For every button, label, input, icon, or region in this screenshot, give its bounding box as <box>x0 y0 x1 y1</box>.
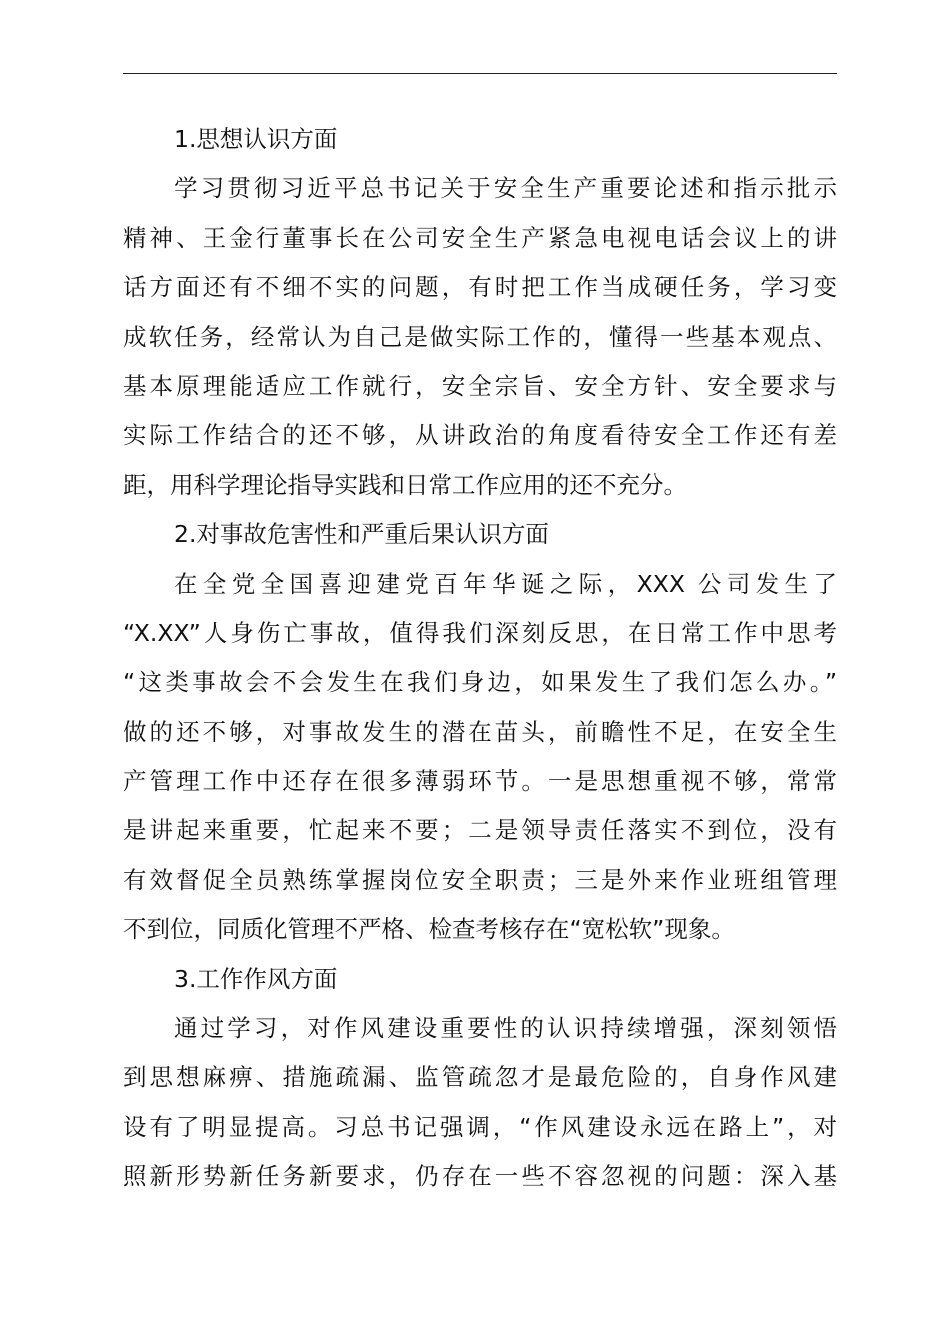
paragraph-line: “X.XX”人身伤亡事故，值得我们深刻反思，在日常工作中思考 <box>123 618 837 647</box>
paragraph-line: 话方面还有不细不实的问题，有时把工作当成硬任务，学习变 <box>123 273 837 302</box>
paragraph-line-last: 不到位，同质化管理不严格、检查考核存在“宽松软”现象。 <box>123 915 735 944</box>
paragraph-line: 基本原理能适应工作就行，安全宗旨、安全方针、安全要求与 <box>123 371 837 400</box>
section-heading-3: 3.工作作风方面 <box>174 964 338 993</box>
paragraph-line: 到思想麻痹、措施疏漏、监管疏忽才是最危险的，自身作风建 <box>123 1063 837 1092</box>
paragraph-line: 做的还不够，对事故发生的潜在苗头，前瞻性不足，在安全生 <box>123 717 837 746</box>
paragraph-line-last: 距，用科学理论指导实践和日常工作应用的还不充分。 <box>123 470 687 499</box>
paragraph-line: 通过学习，对作风建设重要性的认识持续增强，深刻领悟 <box>174 1014 837 1043</box>
paragraph-line: 精神、王金行董事长在公司安全生产紧急电视电话会议上的讲 <box>123 223 837 252</box>
section-heading-2: 2.对事故危害性和严重后果认识方面 <box>174 520 549 549</box>
paragraph-line: “这类事故会不会发生在我们身边，如果发生了我们怎么办。” <box>123 668 837 697</box>
document-body <box>123 115 837 1202</box>
paragraph-line: 有效督促全员熟练掌握岗位安全职责；三是外来作业班组管理 <box>123 865 837 894</box>
paragraph-line: 设有了明显提高。习总书记强调，“作风建设永远在路上”，对 <box>123 1112 837 1141</box>
paragraph-line: 是讲起来重要，忙起来不要；二是领导责任落实不到位，没有 <box>123 816 837 845</box>
paragraph-line: 成软任务，经常认为自己是做实际工作的，懂得一些基本观点、 <box>123 322 837 351</box>
paragraph-line: 实际工作结合的还不够，从讲政治的角度看待安全工作还有差 <box>123 421 837 450</box>
paragraph-line: 产管理工作中还存在很多薄弱环节。一是思想重视不够，常常 <box>123 767 837 796</box>
section-heading-1: 1.思想认识方面 <box>174 125 338 153</box>
paragraph-line: 学习贯彻习近平总书记关于安全生产重要论述和指示批示 <box>174 174 837 203</box>
paragraph-line: 照新形势新任务新要求，仍存在一些不容忽视的问题：深入基 <box>123 1162 837 1191</box>
header-rule <box>123 73 837 74</box>
paragraph-line: 在全党全国喜迎建党百年华诞之际，XXX 公司发生了 <box>174 569 837 598</box>
